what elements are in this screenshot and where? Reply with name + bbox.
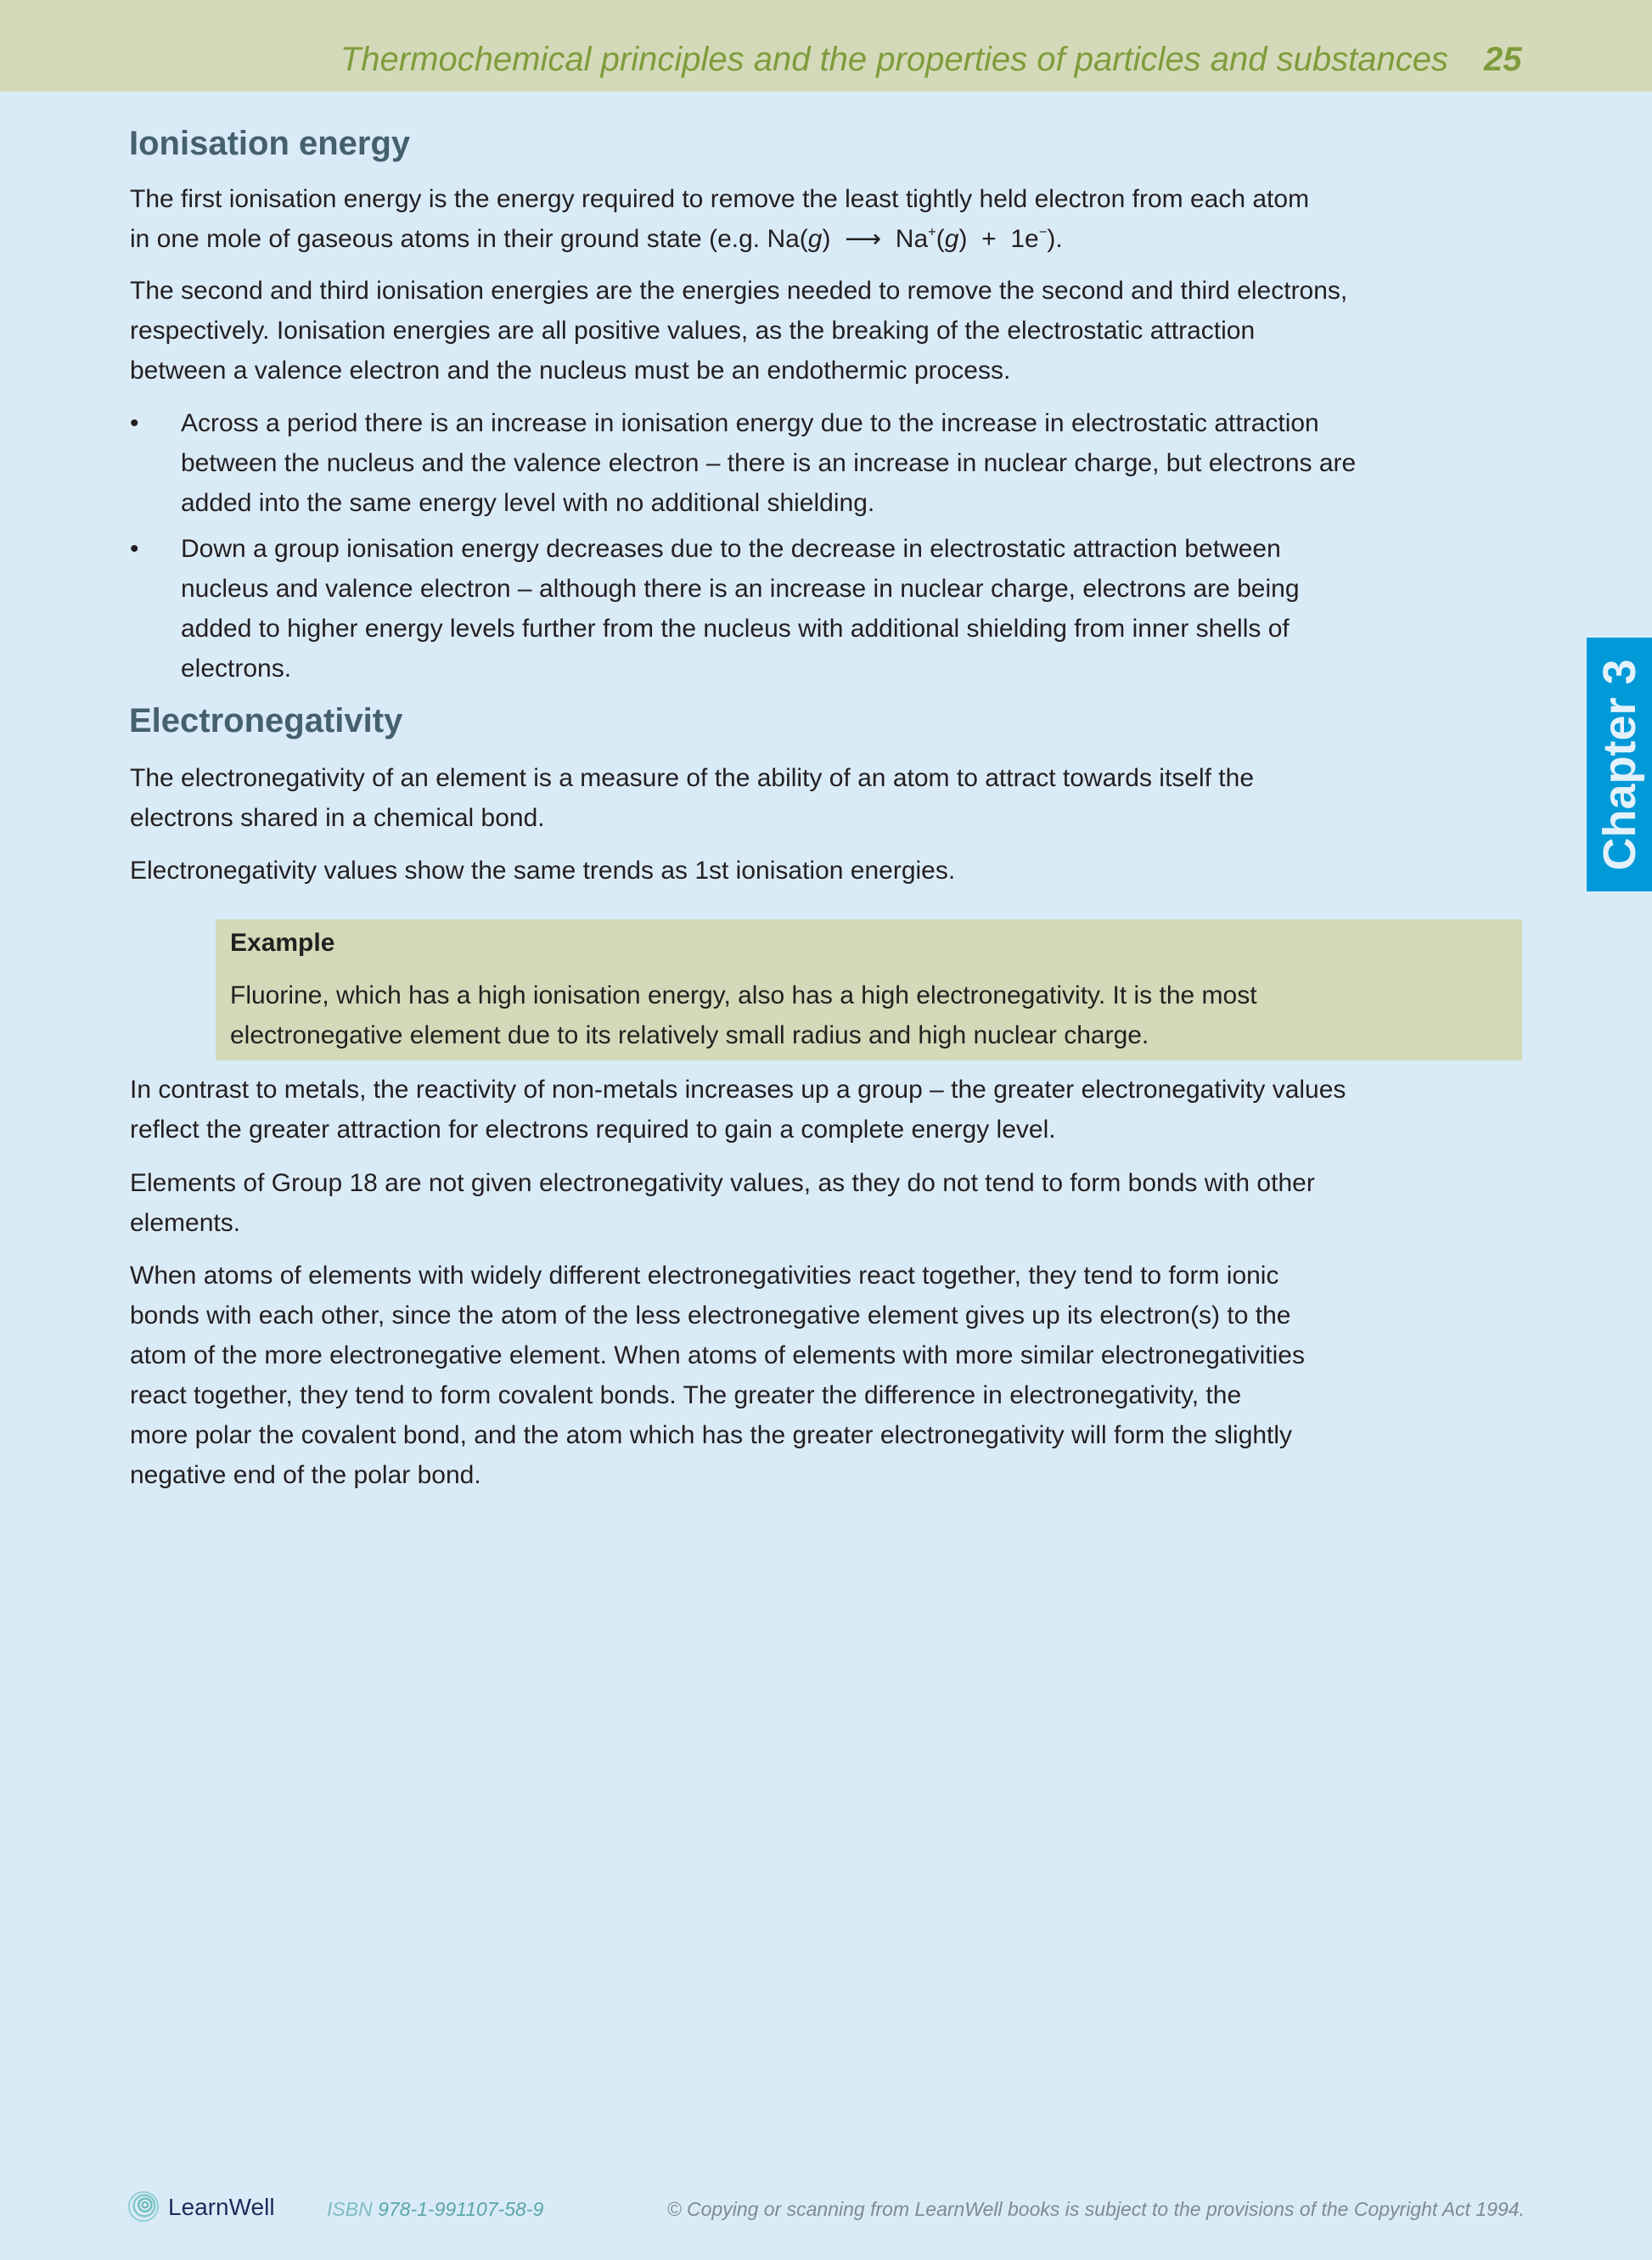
bullet-text [181,403,1356,523]
text-line: In contrast to metals, the reactivity of non-metals increases up a group – the greater electronegativity values [130,1076,1346,1104]
page-number: 25 [1484,41,1522,78]
text-line: The electronegativity of an element is a measure of the ability of an atom to attract towards itself the [130,764,1255,792]
text-line: The first ionisation energy is the energy required to remove the least tightly held electron from each atom [130,185,1310,213]
paragraph-non-metals-reactivity [130,1070,1346,1150]
text-line: respectively. Ionisation energies are all positive values, as the breaking of the electrostatic attraction [130,317,1256,345]
paragraph-electronegativity-definition [130,758,1254,838]
text-line: Down a group ionisation energy decreases due to the decrease in electrostatic attraction between [181,535,1281,563]
text-line: electrons. [181,655,292,683]
text-line: Across a period there is an increase in ionisation energy due to the increase in electrostatic attraction [181,409,1319,437]
text-line: When atoms of elements with widely different electronegativities react together, they tend to form ionic [130,1262,1279,1290]
text-line: more polar the covalent bond, and the atom which has the greater electronegativity will form the slightly [130,1421,1293,1449]
text-line: react together, they tend to form covalent bonds. The greater the difference in electronegativity, the [130,1381,1242,1409]
text-line-equation [130,219,1309,259]
text-line: electrons shared in a chemical bond. [130,804,545,832]
text-fragment: in one mole of gaseous atoms in their ground state (e.g. Na( [130,225,808,253]
text-line: reflect the greater attraction for electrons required to gain a complete energy level. [130,1116,1056,1144]
copyright-notice: © Copying or scanning from LearnWell books is subject to the provisions of the Copyright Act 1994. [666,2198,1525,2220]
text-line: between the nucleus and the valence electron – there is an increase in nuclear charge, but electrons are [181,449,1357,477]
text-line: The second and third ionisation energies are the energies needed to remove the second and third electrons, [130,277,1348,305]
text-line: added into the same energy level with no additional shielding. [181,489,875,517]
text-line: between a valence electron and the nucleus must be an endothermic process. [130,357,1011,385]
footer [127,2189,1525,2226]
text-line: nucleus and valence electron – although there is an increase in nuclear charge, electrons are being [181,575,1300,603]
logo-text: LearnWell [168,2194,275,2220]
chapter-tab-label: Chapter 3 [1593,658,1645,871]
chapter-tab[interactable] [1587,638,1652,891]
charge-plus: + [928,224,936,240]
bullet-icon: • [130,535,139,563]
reaction-arrow: ) ⟶ Na [822,225,929,253]
text-fragment: ( [936,225,945,253]
bullet-icon: • [130,409,139,437]
paragraph-group-18 [130,1163,1315,1243]
text-fragment: ) + 1e [958,225,1039,253]
state-symbol: g [807,225,823,253]
text-line: added to higher energy levels further from the nucleus with additional shielding from inner shells of [181,615,1290,643]
running-title: Thermochemical principles and the properties of particles and substances [340,41,1448,78]
paragraph-bond-types [130,1256,1305,1495]
heading-electronegativity: Electronegativity [129,702,403,739]
text-line: Elements of Group 18 are not given electronegativity values, as they do not tend to form bonds with other [130,1169,1315,1197]
spiral-logo-icon [127,2190,160,2223]
charge-minus: − [1038,224,1048,240]
text-line: Fluorine, which has a high ionisation energy, also has a high electronegativity. It is the most [230,981,1257,1009]
example-box [216,919,1522,1060]
text-line: electronegative element due to its relatively small radius and high nuclear charge. [230,1021,1149,1049]
paragraph-second-third-ionisation [130,271,1347,391]
text-line: atom of the more electronegative element. When atoms of elements with more similar electronegativities [130,1341,1305,1369]
isbn [327,2195,543,2223]
heading-ionisation-energy: Ionisation energy [129,125,411,162]
paragraph-first-ionisation [130,179,1309,259]
example-label: Example [230,929,335,957]
paragraph-electronegativity-trends [130,851,955,891]
example-text [230,975,1257,1055]
isbn-number: 978-1-991107-58-9 [378,2198,544,2220]
text-line: negative end of the polar bond. [130,1461,481,1489]
text-line: bonds with each other, since the atom of the less electronegative element gives up its electron(s) to the [130,1301,1291,1330]
text-line: Electronegativity values show the same trends as 1st ionisation energies. [130,857,956,885]
state-symbol: g [944,225,959,253]
isbn-label: ISBN [327,2198,373,2220]
bullet-text [181,529,1300,689]
text-fragment: ). [1047,225,1063,253]
text-line: elements. [130,1209,241,1237]
